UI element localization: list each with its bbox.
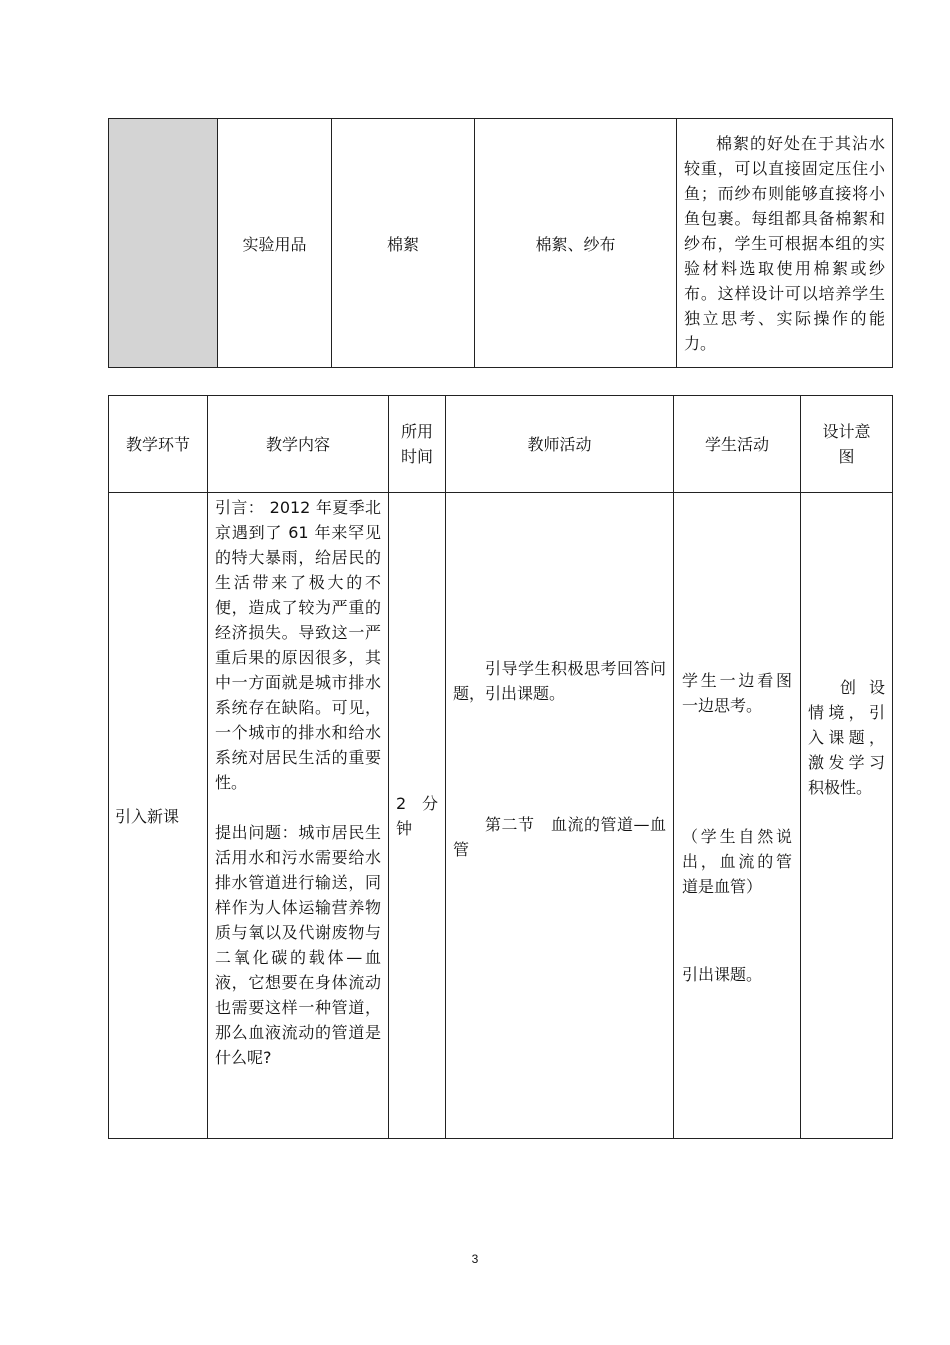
student-activity-2: （学生自然说出，血流的管道是血管） (682, 827, 792, 896)
intent-text: 创设情境，引入课题，激发学习积极性。 (808, 678, 885, 797)
header-student: 学生活动 (674, 396, 801, 493)
header-time (389, 396, 446, 493)
intent-cell (801, 493, 893, 1139)
stage-text: 引入新课 (115, 807, 180, 826)
header-intent (801, 396, 893, 493)
student-activity-1: 学生一边看图一边思考。 (682, 671, 792, 715)
content-intro: 引言： 2012 年夏季北京遇到了 61 年来罕见的特大暴雨，给居民的生活带来了极大的不便，造成了较为严重的经济损失。导致这一严重后果的原因很多，其中一方面就是城市排水系统存在缺陷。可见，一个城市的排水和给水系统对居民生活的重要性。 (215, 498, 381, 792)
header-time-text: 所用时间 (400, 422, 433, 466)
materials-category: 实验用品 (218, 119, 332, 368)
student-cell (674, 493, 801, 1139)
materials-note: 棉絮的好处在于其沾水较重，可以直接固定压住小鱼；而纱布则能够直接将小鱼包裹。每组都具备棉絮和纱布，学生可根据本组的实验材料选取使用棉絮或纱布。这样设计可以培养学生独立思考、实际操作的能力。 (684, 133, 885, 353)
time-cell (389, 493, 446, 1139)
materials-col2: 棉絮 (332, 119, 475, 368)
lesson-title: 第二节 血流的管道—血管 (453, 815, 666, 859)
content-question: 提出问题：城市居民生活用水和污水需要给水排水管道进行输送，同样作为人体运输营养物质与氧以及代谢废物与二氧化碳的载体—血液，它想要在身体流动也需要这样一种管道，那么血液流动的管道是什么呢? (215, 823, 381, 1067)
header-intent-text: 设计意图 (822, 422, 871, 466)
teacher-cell (446, 493, 674, 1139)
page-number: 3 (471, 1252, 479, 1266)
lesson-plan-table (108, 395, 893, 1139)
header-content: 教学内容 (208, 396, 389, 493)
content-cell (208, 493, 389, 1139)
materials-table (108, 118, 893, 368)
materials-col3: 棉絮、纱布 (475, 119, 677, 368)
header-stage: 教学环节 (109, 396, 208, 493)
materials-note-cell (677, 119, 893, 368)
time-text: 2 分钟 (396, 793, 438, 838)
teacher-activity: 引导学生积极思考回答问题，引出课题。 (453, 659, 666, 703)
header-teacher: 教师活动 (446, 396, 674, 493)
student-activity-3: 引出课题。 (682, 965, 763, 984)
stage-cell (109, 493, 208, 1139)
gray-cell (109, 119, 218, 368)
